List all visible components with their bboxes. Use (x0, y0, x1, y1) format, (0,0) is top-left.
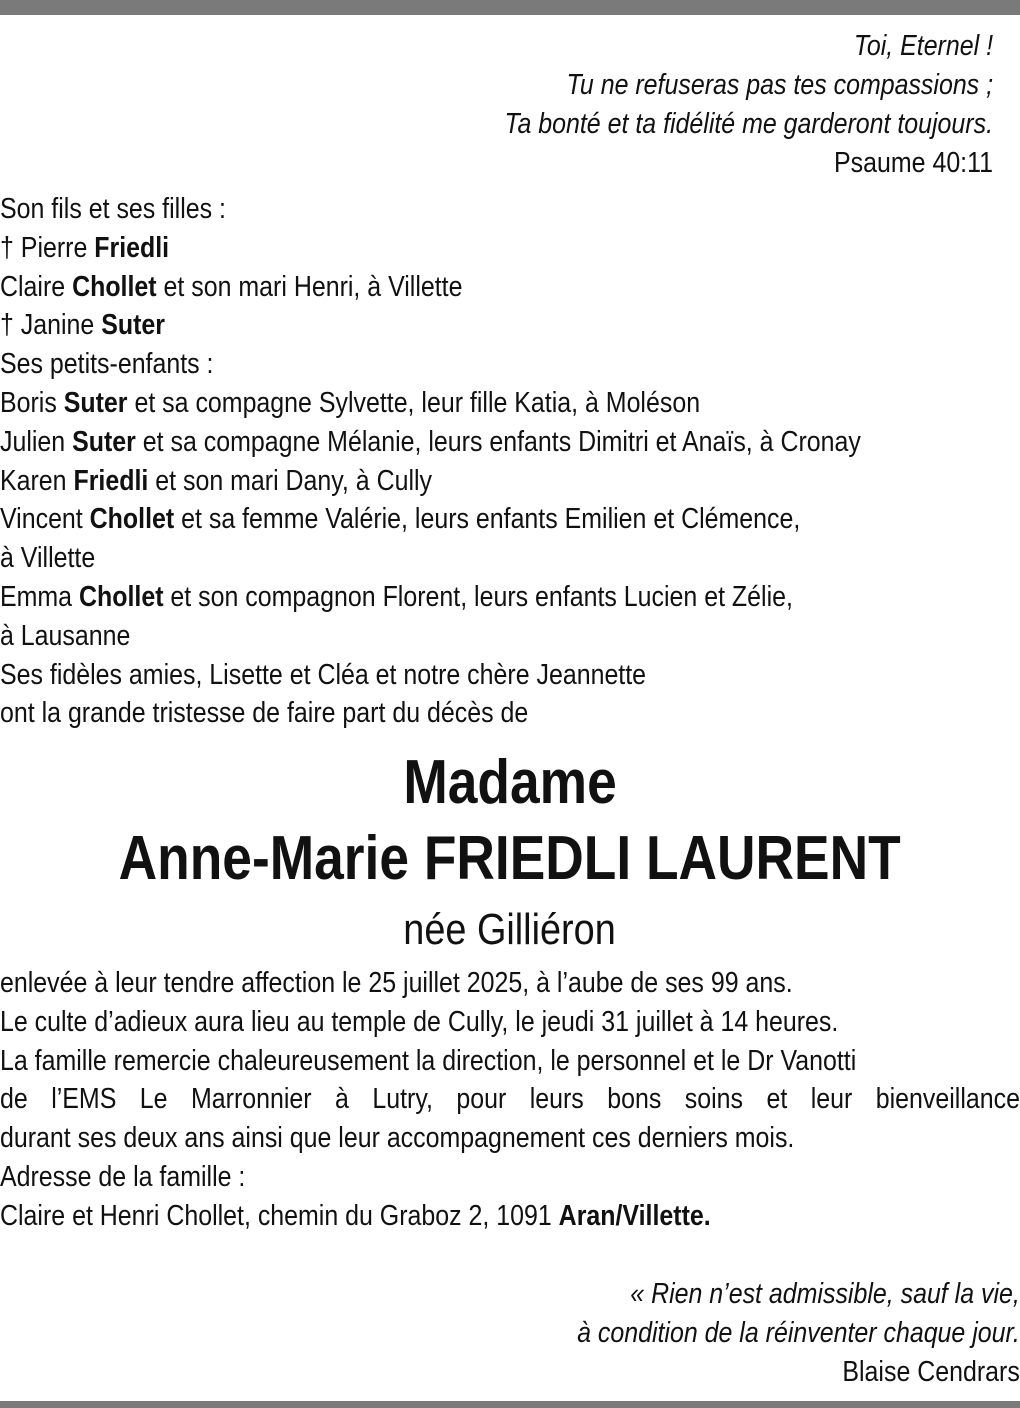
death-date-line: enlevée à leur tendre affection le 25 juillet 2025, à l’aube de ses 99 ans. (0, 967, 793, 999)
thanks-line-3: durant ses deux ans ainsi que leur accompagnement ces derniers mois. (0, 1122, 795, 1155)
family-member: Julien Suter et sa compagne Mélanie, leurs enfants Dimitri et Anaïs, à Cronay (0, 425, 861, 458)
verse-line-3: Ta bonté et ta fidélité me garderont toujours. (504, 108, 993, 140)
family-member: Emma Chollet et son compagnon Florent, leurs enfants Lucien et Zélie, (0, 580, 793, 613)
family-member: Karen Friedli et son mari Dany, à Cully (0, 464, 433, 497)
notice-body (0, 964, 1020, 1236)
ceremony-line: Le culte d’adieux aura lieu au temple de Cully, le jeudi 31 juillet à 14 heures. (0, 1005, 839, 1038)
closing-quote (577, 1275, 1020, 1392)
verse-line-2: Tu ne refuseras pas tes compassions ; (566, 69, 993, 101)
family-member: Vincent Chollet et sa femme Valérie, leurs enfants Emilien et Clémence, (0, 503, 801, 536)
quote-line-1: « Rien n’est admissible, sauf la vie, (630, 1278, 1020, 1310)
address-heading: Adresse de la famille : (0, 1160, 246, 1193)
family-address: Claire et Henri Chollet, chemin du Graboz 2, 1091 Aran/Villette. (0, 1199, 711, 1232)
quote-line-2: à condition de la réinventer chaque jour. (577, 1317, 1020, 1349)
family-member: Claire Chollet et son mari Henri, à Villette (0, 270, 463, 303)
verse-reference: Psaume 40:11 (834, 147, 993, 179)
family-member: Boris Suter et sa compagne Sylvette, leur fille Katia, à Moléson (0, 386, 701, 419)
thanks-line-2: de l’EMS Le Marronnier à Lutry, pour leurs bons soins et leur bienveillance (0, 1083, 1020, 1116)
family-member-continuation: à Lausanne (0, 619, 131, 652)
deceased-cross-icon: † (0, 309, 14, 342)
friends-line: Ses fidèles amies, Lisette et Cléa et notre chère Jeannette (0, 658, 647, 691)
bottom-rule (0, 1401, 1020, 1408)
family-member: † Pierre Friedli (0, 231, 170, 264)
deceased-cross-icon: † (0, 231, 14, 264)
verse-line-1: Toi, Eternel ! (853, 30, 993, 62)
family-member-continuation: à Villette (0, 542, 96, 575)
grandchildren-heading: Ses petits-enfants : (0, 348, 214, 381)
family-list (0, 190, 861, 733)
psalm-verse (505, 27, 993, 183)
deceased-title: Madame (403, 748, 617, 817)
children-heading: Son fils et ses filles : (0, 193, 226, 225)
quote-author: Blaise Cendrars (842, 1356, 1020, 1388)
thanks-line-1: La famille remercie chaleureusement la direction, le personnel et le Dr Vanotti (0, 1044, 857, 1077)
family-member: † Janine Suter (0, 309, 165, 342)
deceased-maiden-name: née Gilliéron (403, 905, 617, 954)
announcement-line: ont la grande tristesse de faire part du décès de (0, 697, 529, 730)
deceased-name: Anne-Marie FRIEDLI LAURENT (118, 824, 902, 893)
top-rule (0, 0, 1020, 15)
